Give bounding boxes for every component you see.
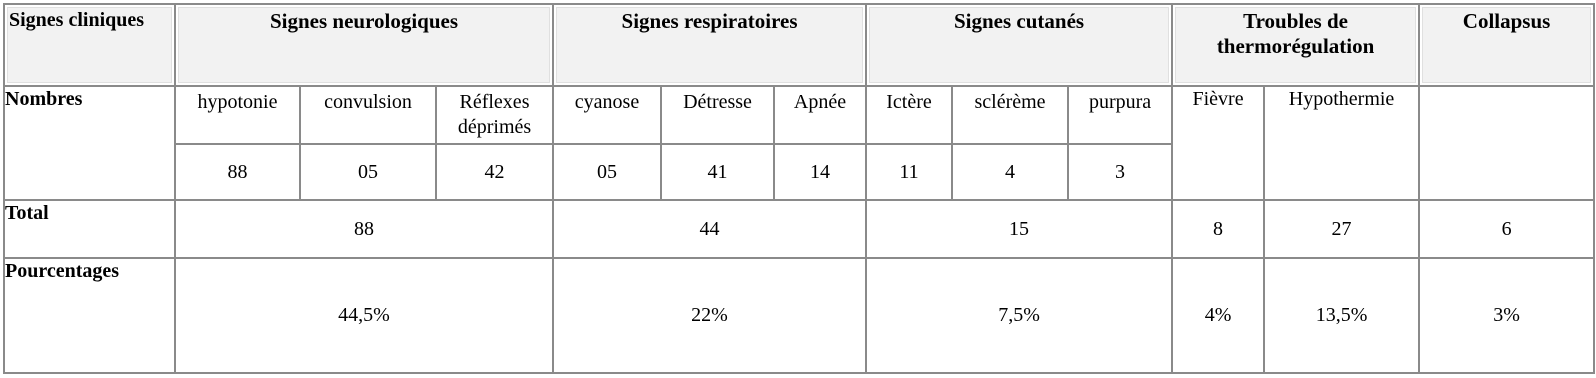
- subheader-hypotonie: hypotonie: [175, 86, 300, 144]
- count-reflexes-deprimes: 42: [436, 144, 553, 200]
- total-fievre: 8: [1172, 200, 1264, 258]
- count-apnee: 14: [774, 144, 866, 200]
- header-row: [4, 4, 1594, 86]
- total-hypothermie: 27: [1264, 200, 1419, 258]
- count-purpura: 3: [1068, 144, 1172, 200]
- row-label-pourcentages: Pourcentages: [4, 258, 175, 373]
- pct-fievre: 4%: [1172, 258, 1264, 373]
- header-troubles-thermoregulation: Troubles de thermorégulation: [1172, 4, 1419, 86]
- subheader-purpura: purpura: [1068, 86, 1172, 144]
- total-cutanes: 15: [866, 200, 1172, 258]
- clinical-signs-table: [3, 3, 1595, 374]
- total-respiratoires: 44: [553, 200, 866, 258]
- count-hypotonie: 88: [175, 144, 300, 200]
- subheader-cyanose: cyanose: [553, 86, 661, 144]
- header-signes-cutanes: Signes cutanés: [866, 4, 1172, 86]
- subheader-reflexes-deprimes: Réflexes déprimés: [436, 86, 553, 144]
- header-signes-neurologiques: Signes neurologiques: [175, 4, 553, 86]
- pct-neurologiques: 44,5%: [175, 258, 553, 373]
- count-sclereme: 4: [952, 144, 1068, 200]
- pct-collapsus: 3%: [1419, 258, 1594, 373]
- total-collapsus: 6: [1419, 200, 1594, 258]
- count-ictere: 11: [866, 144, 952, 200]
- subheader-hypothermie: Hypothermie: [1264, 86, 1419, 200]
- pct-cutanes: 7,5%: [866, 258, 1172, 373]
- row-label-total: Total: [4, 200, 175, 258]
- header-collapsus: Collapsus: [1419, 4, 1594, 86]
- header-signes-respiratoires: Signes respiratoires: [553, 4, 866, 86]
- count-cyanose: 05: [553, 144, 661, 200]
- subheader-detresse: Détresse: [661, 86, 774, 144]
- count-detresse: 41: [661, 144, 774, 200]
- pct-hypothermie: 13,5%: [1264, 258, 1419, 373]
- percentage-row: [4, 258, 1594, 373]
- subheader-collapsus-empty: [1419, 86, 1594, 200]
- pct-respiratoires: 22%: [553, 258, 866, 373]
- subheader-apnee: Apnée: [774, 86, 866, 144]
- header-signes-cliniques: Signes cliniques: [4, 4, 175, 86]
- subheader-sclereme: sclérème: [952, 86, 1068, 144]
- total-row: [4, 200, 1594, 258]
- total-neurologiques: 88: [175, 200, 553, 258]
- subheader-row: [4, 86, 1594, 144]
- subheader-convulsion: convulsion: [300, 86, 436, 144]
- subheader-fievre: Fièvre: [1172, 86, 1264, 200]
- row-label-nombres: Nombres: [4, 86, 175, 200]
- count-convulsion: 05: [300, 144, 436, 200]
- subheader-ictere: Ictère: [866, 86, 952, 144]
